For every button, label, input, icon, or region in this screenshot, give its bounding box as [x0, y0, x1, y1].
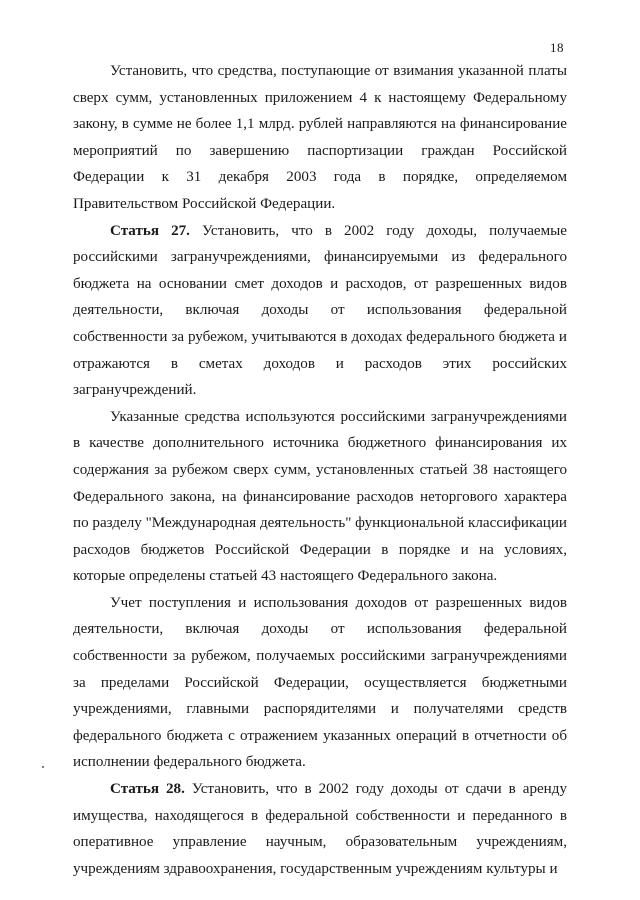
paragraph-text: Указанные средства используются российскими загранучреждениями в качестве дополнительного источника бюджетного финансирования их содержания за рубежом сверх сумм, установленных статьей 38 настоящего Федерального закона, на финансирование расходов неторгового характера по разделу "Международная деятельность" функциональной классификации расходов бюджетов Российской Федерации в порядке и на условиях, которые определены статьей 43 настоящего Федерального закона.	[73, 408, 567, 585]
paragraph-funds-usage	[73, 404, 567, 590]
scan-speck	[42, 766, 44, 768]
paragraph-text: Установить, что в 2002 году доходы, получаемые российскими загранучреждениями, финансируемыми из федерального бюджета на основании смет доходов и расходов, от разрешенных видов деятельности, включая доходы от использования федеральной собственности за рубежом, учитываются в доходах федерального бюджета и отражаются в сметах доходов и расходов этих российских загранучреждений.	[73, 222, 567, 399]
paragraph-article-28	[73, 776, 567, 882]
paragraph-article-27	[73, 218, 567, 404]
paragraph-text: Установить, что в 2002 году доходы от сдачи в аренду имущества, находящегося в федеральной собственности и переданного в оперативное управление научным, образовательным учреждениям, учреждениям здравоохранения, государственным учреждениям культуры и	[73, 781, 567, 877]
paragraph-income-accounting	[73, 590, 567, 776]
page-number: 18	[550, 40, 564, 55]
paragraph-passportization-funding	[73, 58, 567, 218]
article-heading: Статья 27.	[110, 222, 190, 239]
article-heading: Статья 28.	[110, 781, 185, 798]
paragraph-text: Учет поступления и использования доходов от разрешенных видов деятельности, включая доходы от использования федеральной собственности за рубежом, получаемых российскими загранучреждениями за пределами Российской Федерации, осуществляется бюджетными учреждениями, главными распорядителями и получателями средств федерального бюджета с отражением указанных операций в отчетности об исполнении федерального бюджета.	[73, 594, 567, 771]
document-body	[73, 58, 567, 882]
paragraph-text: Установить, что средства, поступающие от взимания указанной платы сверх сумм, установленных приложением 4 к настоящему Федеральному закону, в сумме не более 1,1 млрд. рублей направляются на финансирование мероприятий по завершению паспортизации граждан Российской Федерации к 31 декабря 2003 года в порядке, определяемом Правительством Российской Федерации.	[73, 63, 567, 212]
